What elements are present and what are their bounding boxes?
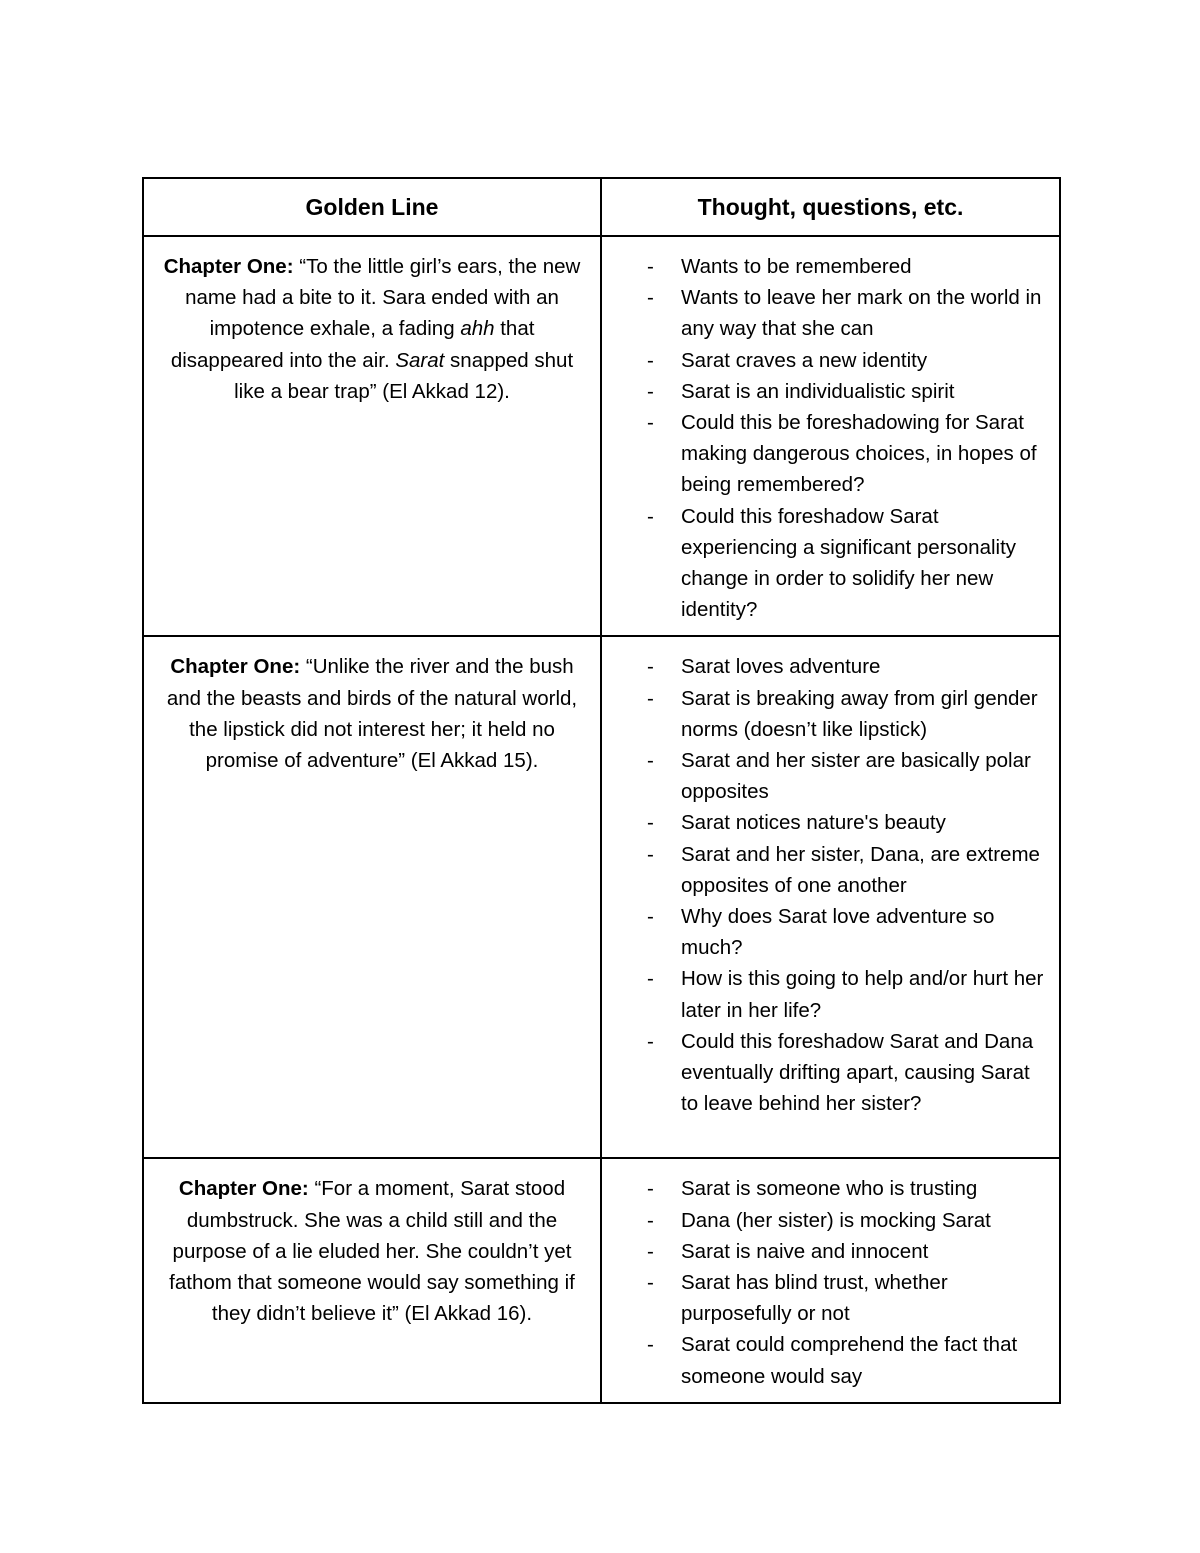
table-row <box>143 1158 1060 1402</box>
chapter-label: Chapter One: <box>163 255 294 278</box>
bullet-dash: - <box>647 1029 654 1053</box>
quote-text: “To the little girl’s ears, the new name had a bite to it. Sara ended with an impotence exhale, a fading <box>185 255 581 341</box>
list-item <box>647 1026 1051 1120</box>
list-item <box>647 745 1051 807</box>
list-item <box>647 1205 1051 1236</box>
list-item <box>647 963 1051 1025</box>
quote-cell <box>143 1158 601 1402</box>
list-item <box>647 376 1051 407</box>
bullet-dash: - <box>647 1271 654 1295</box>
bullet-dash: - <box>647 1239 654 1263</box>
notes-list <box>647 251 1051 625</box>
quote-text: “Unlike the river and the bush and the beasts and birds of the natural world, the lipstick did not interest her; it held no promise of adventure” (El Akkad 15). <box>166 655 578 773</box>
list-item <box>647 651 1051 682</box>
table-row <box>143 636 1060 1158</box>
notes-list <box>647 651 1051 1119</box>
note-text: Sarat loves adventure <box>681 655 881 679</box>
note-text: Sarat and her sister, Dana, are extreme opposites of one another <box>681 842 1040 897</box>
golden-line-table <box>142 177 1061 1404</box>
note-text: Could this foreshadow Sarat experiencing a significant personality change in order to solidify her new identity? <box>681 504 1017 622</box>
note-text: Sarat craves a new identity <box>681 348 928 372</box>
notes-cell <box>601 1158 1060 1402</box>
list-item <box>647 1236 1051 1267</box>
list-item <box>647 1173 1051 1204</box>
header-golden-line: Golden Line <box>143 178 601 236</box>
note-text: Dana (her sister) is mocking Sarat <box>681 1208 991 1232</box>
note-text: Sarat and her sister are basically polar opposites <box>681 749 1031 804</box>
quote-text: that disappeared into the air. <box>170 317 535 372</box>
bullet-dash: - <box>647 655 654 679</box>
notes-list <box>647 1173 1051 1391</box>
bullet-dash: - <box>647 504 654 528</box>
list-item <box>647 251 1051 282</box>
notes-cell <box>601 236 1060 636</box>
note-text: Sarat is naive and innocent <box>681 1239 929 1263</box>
note-text: Sarat has blind trust, whether purposefully or not <box>681 1271 948 1326</box>
quote-italic: ahh <box>460 317 495 341</box>
bullet-dash: - <box>647 1333 654 1357</box>
bullet-dash: - <box>647 286 654 310</box>
bullet-dash: - <box>647 749 654 773</box>
note-text: Sarat is an individualistic spirit <box>681 379 955 403</box>
bullet-dash: - <box>647 348 654 372</box>
chapter-label: Chapter One: <box>170 655 301 679</box>
note-text: Wants to leave her mark on the world in any way that she can <box>681 286 1042 341</box>
bullet-dash: - <box>647 411 654 435</box>
note-text: Why does Sarat love adventure so much? <box>681 905 995 960</box>
notes-cell <box>601 636 1060 1158</box>
bullet-dash: - <box>647 842 654 866</box>
list-item <box>647 1329 1051 1391</box>
note-text: Wants to be remembered <box>681 255 912 278</box>
chapter-label: Chapter One: <box>178 1177 309 1201</box>
table-header-row <box>143 178 1060 236</box>
note-text: Sarat notices nature's beauty <box>681 811 946 835</box>
list-item <box>647 901 1051 963</box>
note-text: Could this foreshadow Sarat and Dana eventually drifting apart, causing Sarat to leave behind her sister? <box>681 1029 1034 1116</box>
bullet-dash: - <box>647 379 654 403</box>
quote-italic: Sarat <box>395 348 445 372</box>
list-item <box>647 807 1051 838</box>
note-text: Sarat could comprehend the fact that someone would say <box>681 1333 1018 1388</box>
quote-text: snapped shut like a bear trap” (El Akkad 12). <box>234 348 574 403</box>
bullet-dash: - <box>647 255 654 278</box>
list-item <box>647 345 1051 376</box>
note-text: Sarat is someone who is trusting <box>681 1177 978 1201</box>
list-item <box>647 1267 1051 1329</box>
quote-text: “For a moment, Sarat stood dumbstruck. She was a child still and the purpose of a lie eluded her. She couldn’t yet fathom that someone would say something if they didn’t believe it” (El Akkad 16). <box>169 1177 575 1326</box>
quote-cell <box>143 236 601 636</box>
bullet-dash: - <box>647 967 654 991</box>
list-item <box>647 501 1051 626</box>
list-item <box>647 839 1051 901</box>
list-item <box>647 282 1051 344</box>
note-text: Sarat is breaking away from girl gender norms (doesn’t like lipstick) <box>681 686 1038 741</box>
table-row <box>143 236 1060 636</box>
header-thoughts: Thought, questions, etc. <box>601 178 1060 236</box>
list-item <box>647 407 1051 501</box>
bullet-dash: - <box>647 905 654 929</box>
bullet-dash: - <box>647 686 654 710</box>
note-text: How is this going to help and/or hurt her later in her life? <box>681 967 1044 1022</box>
bullet-dash: - <box>647 1177 654 1201</box>
bullet-dash: - <box>647 811 654 835</box>
list-item <box>647 683 1051 745</box>
quote-cell <box>143 636 601 1158</box>
bullet-dash: - <box>647 1208 654 1232</box>
note-text: Could this be foreshadowing for Sarat making dangerous choices, in hopes of being remembered? <box>681 411 1037 497</box>
